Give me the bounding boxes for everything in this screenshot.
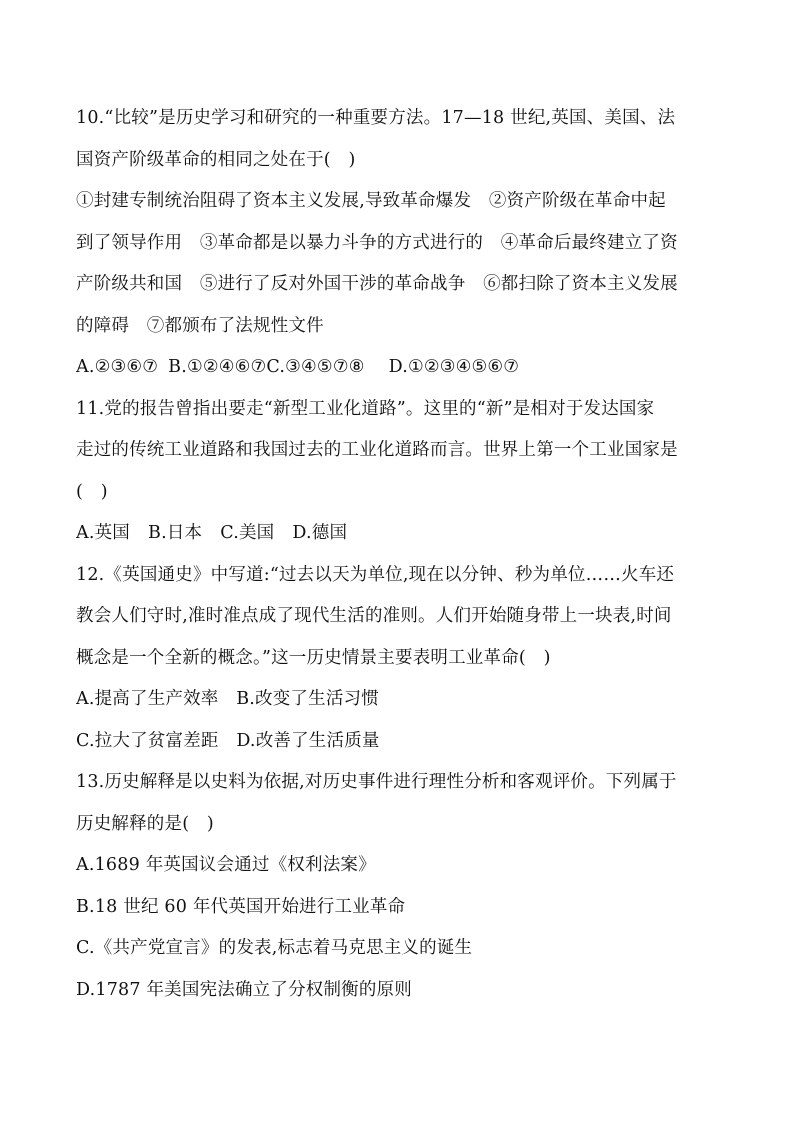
question-10-statement-line: 产阶级共和国 ⑤进行了反对外国干涉的革命战争 ⑥都扫除了资本主义发展 xyxy=(76,274,678,294)
option-d: D.①②③④⑤⑥⑦ xyxy=(388,357,520,377)
question-11-stem-line: 走过的传统工业道路和我国过去的工业化道路而言。世界上第一个工业国家是 xyxy=(76,440,678,460)
question-13-option: B.18 世纪 60 年代英国开始进行工业革命 xyxy=(76,896,406,917)
option-c: C.美国 xyxy=(220,523,275,543)
question-12-stem-line: 12.《英国通史》中写道:“过去以天为单位,现在以分钟、秒为单位……火车还 xyxy=(76,564,675,585)
exam-page xyxy=(76,98,726,1011)
question-11-options xyxy=(76,513,726,555)
question-11-stem-line: 11.党的报告曾指出要走“新型工业化道路”。这里的“新”是相对于发达国家 xyxy=(76,398,655,419)
question-13-option: C.《共产党宣言》的发表,标志着马克思主义的诞生 xyxy=(76,938,473,958)
question-10-statement-line: ①封建专制统治阻碍了资本主义发展,导致革命爆发 ②资产阶级在革命中起 xyxy=(76,191,666,211)
question-12-options-row: A.提高了生产效率 B.改变了生活习惯 xyxy=(76,689,379,709)
question-10-stem-line: 国资产阶级革命的相同之处在于( ) xyxy=(76,149,356,170)
question-13 xyxy=(76,762,726,1011)
question-12-options-row: C.拉大了贫富差距 D.改善了生活质量 xyxy=(76,730,380,751)
question-10-statement-line: 到了领导作用 ③革命都是以暴力斗争的方式进行的 ④革命后最终建立了资 xyxy=(76,232,678,253)
option-b-c: B.①②④⑥⑦C.③④⑤⑦⑧ xyxy=(168,357,365,377)
option-d: D.德国 xyxy=(292,523,348,543)
question-12 xyxy=(76,555,726,763)
option-a: A.英国 xyxy=(76,523,131,543)
question-13-option: D.1787 年美国宪法确立了分权制衡的原则 xyxy=(76,979,412,1000)
question-11-stem-line: ( ) xyxy=(76,481,108,502)
question-10-stem-line: 10.“比较”是历史学习和研究的一种重要方法。17—18 世纪,英国、美国、法 xyxy=(76,108,676,128)
question-13-option: A.1689 年英国议会通过《权利法案》 xyxy=(76,855,376,875)
question-12-stem-line: 概念是一个全新的概念。”这一历史情景主要表明工业革命( ) xyxy=(76,647,551,668)
question-13-stem-line: 13.历史解释是以史料为依据,对历史事件进行理性分析和客观评价。下列属于 xyxy=(76,772,677,792)
option-a: A.②③⑥⑦ xyxy=(76,357,159,377)
question-11 xyxy=(76,389,726,555)
option-b: B.日本 xyxy=(148,523,203,543)
question-10-statement-line: 的障碍 ⑦都颁布了法规性文件 xyxy=(76,315,324,336)
question-10-options xyxy=(76,347,726,389)
question-13-stem-line: 历史解释的是( ) xyxy=(76,813,214,834)
question-12-stem-line: 教会人们守时,准时准点成了现代生活的准则。人们开始随身带上一块表,时间 xyxy=(76,606,672,626)
question-10 xyxy=(76,98,726,389)
